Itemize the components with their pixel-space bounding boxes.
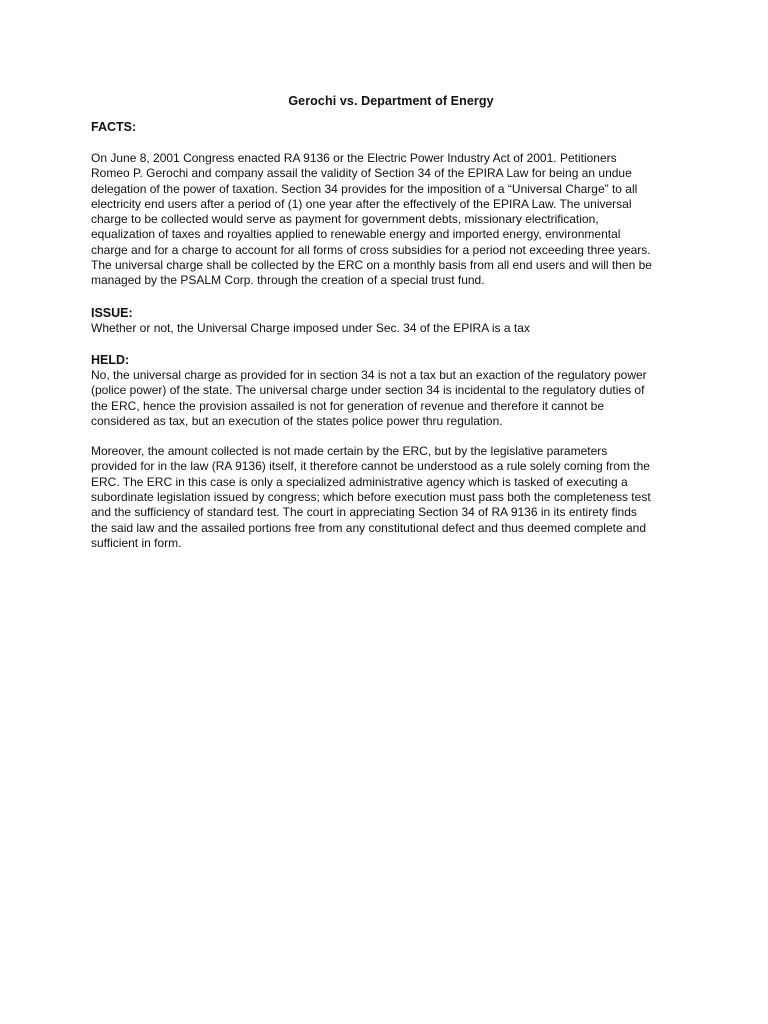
held-line: ERC. The ERC in this case is only a specialized administrative agency which is tasked of executing a	[91, 474, 628, 489]
facts-paragraph	[91, 151, 691, 289]
facts-line: managed by the PSALM Corp. through the creation of a special trust fund.	[91, 273, 485, 288]
facts-line: The universal charge shall be collected by the ERC on a monthly basis from all end users and will then be	[91, 258, 652, 273]
facts-line: charge and for a charge to account for all forms of cross subsidies for a period not exceeding three years.	[91, 242, 651, 257]
held-heading: HELD:	[91, 352, 130, 367]
facts-line: charge to be collected would serve as payment for government debts, missionary electrification,	[91, 212, 599, 227]
issue-heading: ISSUE:	[91, 305, 133, 320]
held-line: (police power) of the state. The universal charge under section 34 is incidental to the regulatory duties of	[91, 383, 645, 398]
document-title: Gerochi vs. Department of Energy	[288, 94, 494, 108]
held-line: considered as tax, but an execution of the states police power thru regulation.	[91, 413, 503, 428]
held-paragraph-2	[91, 444, 691, 551]
facts-line: equalization of taxes and royalties applied to renewable energy and imported energy, environmental	[91, 227, 621, 242]
held-paragraph-1	[91, 368, 691, 429]
held-line: the ERC, hence the provision assailed is not for generation of revenue and therefore it cannot be	[91, 398, 604, 413]
held-line: Moreover, the amount collected is not made certain by the ERC, but by the legislative parameters	[91, 444, 608, 459]
document-body	[91, 93, 691, 551]
facts-line: electricity end users after a period of (1) one year after the effectively of the EPIRA Law. The universal	[91, 196, 632, 211]
facts-line: delegation of the power of taxation. Section 34 provides for the imposition of a “Universal Charge” to all	[91, 181, 638, 196]
held-line: subordinate legislation issued by congress; which before execution must pass both the completeness test	[91, 490, 651, 505]
issue-line: Whether or not, the Universal Charge imposed under Sec. 34 of the EPIRA is a tax	[91, 320, 530, 335]
issue-paragraph	[91, 321, 691, 336]
held-line: sufficient in form.	[91, 535, 182, 550]
held-line: and the sufficiency of standard test. The court in appreciating Section 34 of RA 9136 in its entirety finds	[91, 505, 637, 520]
facts-line: On June 8, 2001 Congress enacted RA 9136 or the Electric Power Industry Act of 2001. Petitioners	[91, 151, 617, 165]
held-line: provided for in the law (RA 9136) itself, it therefore cannot be understood as a rule solely coming from the	[91, 459, 650, 474]
facts-heading: FACTS:	[91, 120, 137, 134]
held-line: No, the universal charge as provided for in section 34 is not a tax but an exaction of the regulatory power	[91, 367, 647, 382]
facts-line: Romeo P. Gerochi and company assail the validity of Section 34 of the EPIRA Law for being an undue	[91, 166, 632, 181]
held-line: the said law and the assailed portions free from any constitutional defect and thus deemed complete and	[91, 520, 647, 535]
